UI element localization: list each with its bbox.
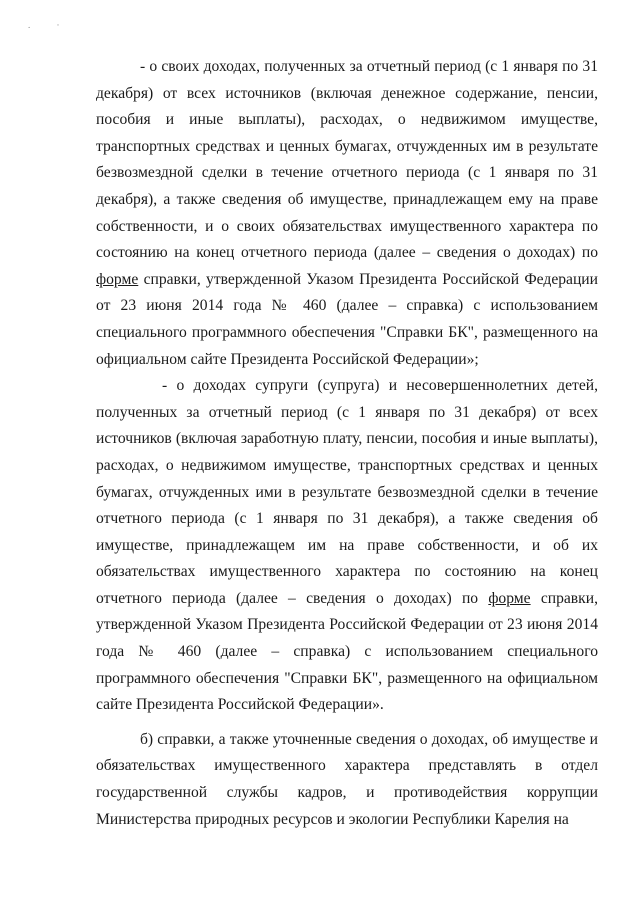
document-body (96, 54, 598, 833)
form-link[interactable]: форме (488, 589, 531, 607)
scan-marks: . · (28, 20, 72, 30)
paragraph-family-income-text-before: - о доходах супруги (супруга) и несовершеннолетних детей, полученных за отчетный период (с 1 января по 31 декабря) от всех источников (включая заработную плату, пенсии, пособия и иные выплаты), расходах, о недвижимом имуществе, транспортных средствах и ценных бумагах, отчужденных ими в результате безвозмездной сделки в течение отчетного периода (с 1 января по 31 декабря), а также сведения об имуществе, принадлежащем им на праве собственности, и об их обязательствах имущественного характера по состоянию на конец отчетного периода (далее – сведения о доходах) по (96, 377, 598, 607)
paragraph-own-income-text-before: - о своих доходах, полученных за отчетный период (с 1 января по 31 декабря) от всех источников (включая денежное содержание, пенсии, пособия и иные выплаты), расходах, о недвижимом имуществе, транспортных средствах и ценных бумагах, отчужденных им в результате безвозмездной сделки в течение отчетного периода (с 1 января по 31 декабря), а также сведения об имуществе, принадлежащем ему на праве собственности, и о своих обязательствах имущественного характера по состоянию на конец отчетного периода (далее – сведения о доходах) по (96, 58, 598, 262)
paragraph-own-income (96, 54, 598, 373)
paragraph-family-income-text-after: справки, утвержденной Указом Президента Российской Федерации от 23 июня 2014 года № 460 (далее – справка) с использованием специального программного обеспечения "Справки БК", размещенного на официальном сайте Президента Российской Федерации». (96, 589, 598, 714)
paragraph-family-income (96, 373, 598, 719)
form-link[interactable]: форме (96, 270, 139, 288)
paragraph-own-income-text-after: справки, утвержденной Указом Президента Российской Федерации от 23 июня 2014 года № 460 (далее – справка) с использованием специального программного обеспечения "Справки БК", размещенного на официальном сайте Президента Российской Федерации»; (96, 270, 598, 368)
paragraph-item-b: б) справки, а также уточненные сведения о доходах, об имуществе и обязательствах имущественного характера представлять в отдел государственной службы кадров, и противодействия коррупции Министерства природных ресурсов и экологии Республики Карелия на (96, 730, 598, 828)
